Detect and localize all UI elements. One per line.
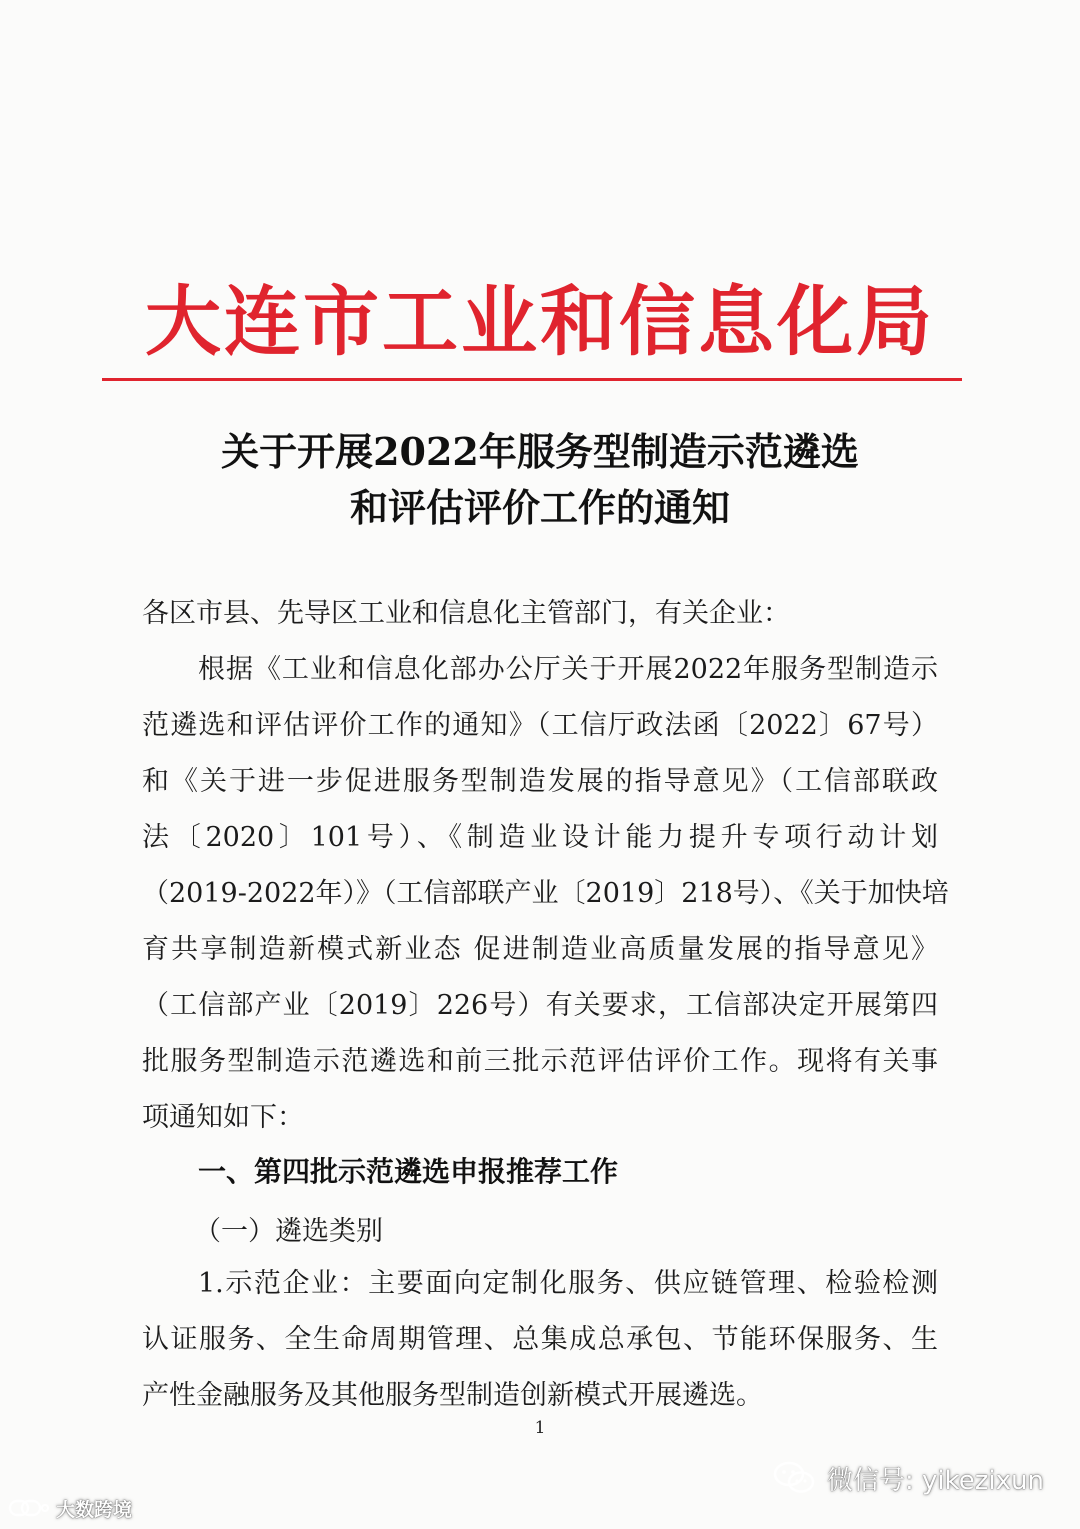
body-line: 法〔2020〕101号）、《制造业设计能力提升专项行动计划 — [142, 822, 938, 853]
body-line: （2019-2022年）》（工信部联产业〔2019〕218号）、《关于加快培 — [142, 878, 949, 909]
document-title-line-1: 关于开展2022年服务型制造示范遴选 — [221, 429, 859, 474]
subsection-heading: （一）遴选类别 — [194, 1216, 383, 1247]
wechat-watermark — [773, 1458, 1044, 1498]
body-line: 育共享制造新模式新业态 促进制造业高质量发展的指导意见》 — [142, 934, 938, 965]
brand-text: 大数跨境 — [56, 1498, 133, 1521]
body-line: （工信部产业〔2019〕226号）有关要求，工信部决定开展第四 — [142, 990, 938, 1021]
red-divider-line — [102, 378, 962, 381]
wechat-id-text: 微信号: yikezixun — [827, 1465, 1044, 1496]
page-number: 1 — [534, 1418, 546, 1438]
wechat-icon — [773, 1460, 817, 1496]
body-line: 范遴选和评估评价工作的通知》（工信厅政法函〔2022〕67号） — [142, 710, 938, 741]
section-heading: 一、第四批示范遴选申报推荐工作 — [198, 1155, 619, 1188]
salutation: 各区市县、先导区工业和信息化主管部门，有关企业： — [142, 598, 790, 629]
chain-logo-icon — [8, 1497, 50, 1519]
brand-watermark — [8, 1495, 132, 1521]
item-line: 认证服务、全生命周期管理、总集成总承包、节能环保服务、生 — [142, 1324, 938, 1355]
document-title-line-2: 和评估评价工作的通知 — [349, 485, 730, 530]
body-line: 和《关于进一步促进服务型制造发展的指导意见》（工信部联政 — [142, 766, 938, 797]
item-line: 1.示范企业：主要面向定制化服务、供应链管理、检验检测 — [198, 1268, 938, 1299]
body-line: 根据《工业和信息化部办公厅关于开展2022年服务型制造示 — [198, 654, 938, 685]
item-line: 产性金融服务及其他服务型制造创新模式开展遴选。 — [142, 1380, 763, 1411]
body-line: 项通知如下： — [142, 1102, 304, 1133]
body-line: 批服务型制造示范遴选和前三批示范评估评价工作。现将有关事 — [142, 1046, 938, 1077]
issuer-red-header: 大连市工业和信息化局 — [145, 277, 935, 366]
